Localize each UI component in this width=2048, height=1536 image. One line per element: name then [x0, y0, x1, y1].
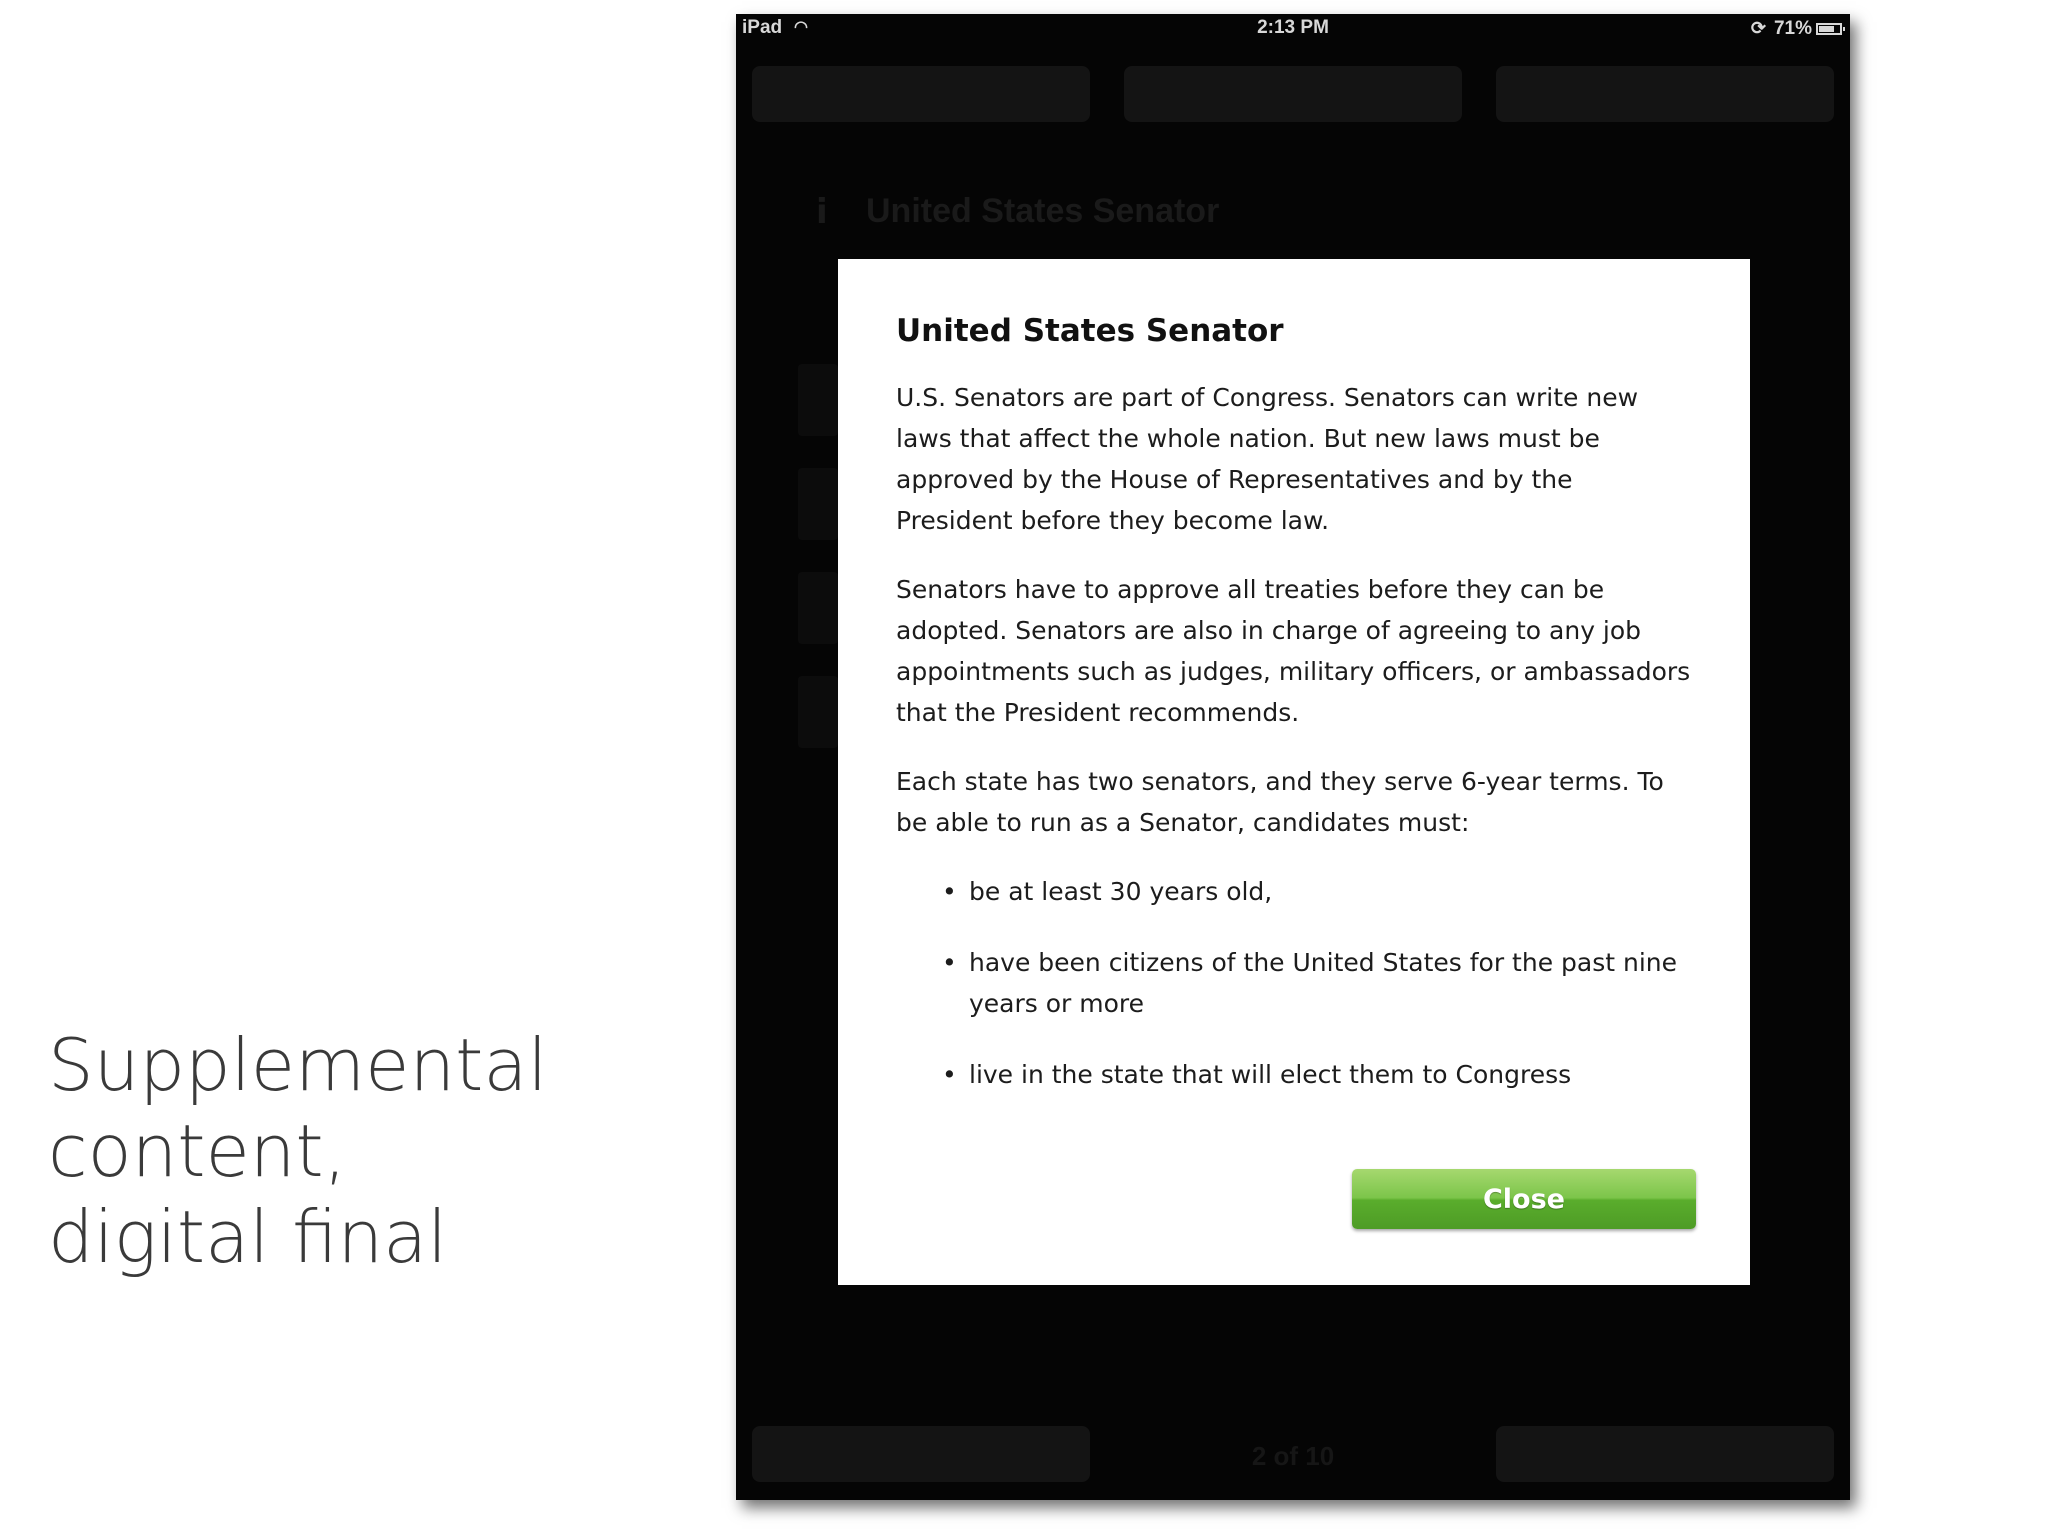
info-icon[interactable]: i — [816, 192, 828, 232]
bottom-toolbar — [736, 1426, 1850, 1486]
bullet: • — [942, 1060, 957, 1089]
modal-paragraph: Senators have to approve all treaties before they can be adopted. Senators are also in charge of agreeing to any job appointments such as judges, military officers, or ambassadors that the President recommends. — [896, 575, 1691, 727]
status-time: 2:13 PM — [1257, 17, 1329, 38]
modal-title: United States Senator — [896, 313, 1284, 349]
background-option[interactable] — [798, 676, 838, 748]
next-button[interactable] — [1496, 1426, 1834, 1482]
modal-paragraph: U.S. Senators are part of Congress. Senators can write new laws that affect the whole nation. But new laws must be approved by the House of Representatives and by the President before they become law. — [896, 383, 1639, 535]
list-item — [942, 942, 1692, 1024]
requirement-text: live in the state that will elect them to Congress — [969, 1060, 1572, 1089]
background-contest-title: United States Senator — [866, 192, 1220, 230]
caption-line: Supplemental — [48, 1023, 548, 1107]
bullet: • — [942, 948, 957, 977]
toolbar-button-left[interactable] — [752, 66, 1090, 122]
wifi-icon: ◠ — [794, 19, 808, 36]
caption-line: content, — [48, 1109, 347, 1193]
battery-icon — [1816, 23, 1842, 35]
status-bar — [736, 14, 1850, 42]
info-modal — [838, 259, 1750, 1285]
battery-percent: 71% — [1773, 18, 1812, 39]
toolbar-button-center[interactable] — [1124, 66, 1462, 122]
bullet: • — [942, 877, 957, 906]
caption-line: digital final — [48, 1195, 448, 1279]
top-toolbar — [736, 66, 1850, 130]
device-name: iPad — [742, 17, 783, 38]
rotation-lock-icon: ⟳ — [1750, 18, 1766, 38]
status-right — [1751, 14, 1842, 43]
requirement-text: have been citizens of the United States for the past nine years or more — [969, 948, 1677, 1018]
background-option[interactable] — [798, 468, 838, 540]
slide-caption — [48, 1022, 547, 1280]
background-option[interactable] — [798, 572, 838, 644]
requirement-text: be at least 30 years old, — [969, 877, 1273, 906]
list-item — [942, 871, 1692, 912]
ipad-screen — [736, 14, 1850, 1500]
toolbar-button-right[interactable] — [1496, 66, 1834, 122]
requirements-list — [896, 871, 1692, 1095]
list-item — [942, 1054, 1692, 1095]
close-button[interactable]: Close — [1352, 1169, 1696, 1229]
page-indicator: 2 of 10 — [1251, 1441, 1335, 1471]
background-option[interactable] — [798, 364, 838, 436]
modal-paragraph: Each state has two senators, and they serve 6-year terms. To be able to run as a Senator, candidates must: — [896, 767, 1664, 837]
